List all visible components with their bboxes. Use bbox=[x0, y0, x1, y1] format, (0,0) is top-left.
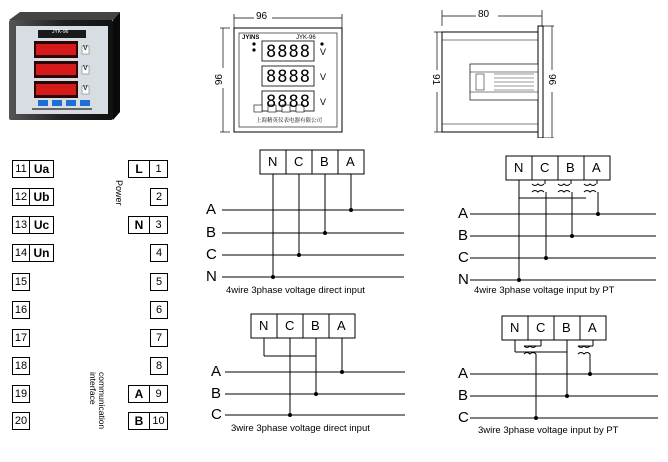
terminal-label-a: A bbox=[588, 320, 597, 335]
terminal-6: 6 bbox=[150, 301, 168, 319]
product-photo bbox=[8, 10, 120, 122]
line-label-a: A bbox=[458, 365, 469, 382]
terminal-number: 13 bbox=[12, 216, 30, 234]
side-depth-dim: 80 bbox=[478, 9, 490, 20]
line-label-c: C bbox=[206, 246, 217, 263]
terminal-12 bbox=[12, 188, 54, 206]
line-label-c: C bbox=[211, 406, 222, 423]
terminal-11 bbox=[12, 160, 54, 178]
digit-display-2: 8888 bbox=[266, 67, 311, 87]
line-label-c: C bbox=[458, 249, 469, 266]
terminal-label-b: B bbox=[320, 154, 329, 169]
terminal-number: 14 bbox=[12, 244, 30, 262]
model-label: JYK-96 bbox=[296, 35, 316, 41]
caption-3wire-direct: 3wire 3phase voltage direct input bbox=[231, 423, 370, 434]
caption-3wire-pt: 3wire 3phase voltage input by PT bbox=[478, 425, 619, 436]
terminal-label: Un bbox=[30, 244, 54, 262]
terminal-18: 18 bbox=[12, 357, 30, 375]
terminal-label: A bbox=[128, 385, 150, 403]
terminal-16: 16 bbox=[12, 301, 30, 319]
terminal-label-c: C bbox=[285, 318, 295, 333]
diagram-4wire-pt-lines bbox=[450, 150, 665, 300]
diagram-4wire-pt bbox=[450, 150, 665, 300]
terminal-label-b: B bbox=[566, 160, 575, 175]
diagram-4wire-direct bbox=[200, 148, 410, 298]
terminal-label-b: B bbox=[311, 318, 320, 333]
unit-v-2: V bbox=[320, 72, 327, 82]
line-label-a: A bbox=[206, 201, 217, 218]
diagram-3wire-pt-lines bbox=[450, 312, 665, 442]
terminal-number: 10 bbox=[150, 412, 168, 430]
line-label-b: B bbox=[211, 385, 222, 402]
front-width-dim: 96 bbox=[256, 11, 268, 22]
terminal-7: 7 bbox=[150, 329, 168, 347]
diagram-4wire-direct-lines bbox=[200, 148, 410, 298]
unit-v-3: V bbox=[320, 97, 327, 107]
terminal-label-c: C bbox=[294, 154, 304, 169]
terminal-3 bbox=[128, 216, 168, 234]
terminal-number: 1 bbox=[150, 160, 168, 178]
line-label-a: A bbox=[458, 205, 469, 222]
terminal-number: 12 bbox=[12, 188, 30, 206]
terminal-20: 20 bbox=[12, 412, 30, 430]
terminal-label-c: C bbox=[540, 160, 550, 175]
terminal-label-n: N bbox=[259, 318, 269, 333]
unit-v-1: V bbox=[320, 47, 327, 57]
terminal-label-a: A bbox=[346, 154, 355, 169]
comm-label bbox=[88, 372, 106, 462]
terminal-8: 8 bbox=[150, 357, 168, 375]
terminal-1 bbox=[128, 160, 168, 178]
digit-display-1: 8888 bbox=[266, 42, 311, 62]
terminal-5: 5 bbox=[150, 273, 168, 291]
brand-label: JYINS bbox=[242, 35, 260, 41]
maker-label: 上海精英仪表电器有限公司 bbox=[256, 118, 323, 124]
terminal-14 bbox=[12, 244, 54, 262]
terminal-label-a: A bbox=[337, 318, 346, 333]
line-label-a: A bbox=[211, 363, 222, 380]
line-label-b: B bbox=[458, 387, 469, 404]
photo-unit-1: V bbox=[83, 45, 88, 52]
line-label-b: B bbox=[206, 224, 217, 241]
caption-4wire-pt: 4wire 3phase voltage input by PT bbox=[474, 285, 615, 296]
terminal-label: Ub bbox=[30, 188, 54, 206]
side-view-drawing bbox=[412, 8, 562, 138]
terminal-19: 19 bbox=[12, 385, 30, 403]
power-label: Power bbox=[114, 180, 124, 206]
terminal-15: 15 bbox=[12, 273, 30, 291]
terminal-label: Uc bbox=[30, 216, 54, 234]
caption-4wire-direct: 4wire 3phase voltage direct input bbox=[226, 285, 365, 296]
diagram-3wire-direct bbox=[205, 312, 415, 442]
terminal-label: Ua bbox=[30, 160, 54, 178]
digit-display-3: 8888 bbox=[266, 92, 311, 112]
terminal-9 bbox=[128, 385, 168, 403]
terminal-4: 4 bbox=[150, 244, 168, 262]
terminal-number: 11 bbox=[12, 160, 30, 178]
terminal-label-b: B bbox=[562, 320, 571, 335]
terminal-2: 2 bbox=[150, 188, 168, 206]
front-view-drawing bbox=[212, 8, 360, 136]
cutout-dim: 91 bbox=[430, 73, 442, 86]
line-label-c: C bbox=[458, 409, 469, 426]
line-label-n: N bbox=[206, 268, 217, 285]
terminal-label-n: N bbox=[268, 154, 278, 169]
side-height-dim: 96 bbox=[546, 73, 558, 86]
diagram-3wire-pt bbox=[450, 312, 665, 442]
line-label-b: B bbox=[458, 227, 469, 244]
comm-label-text: communication interface bbox=[88, 372, 107, 430]
photo-unit-2: V bbox=[83, 65, 88, 72]
terminal-13 bbox=[12, 216, 54, 234]
photo-model-label: JYK-96 bbox=[52, 29, 69, 35]
front-height-dim: 96 bbox=[212, 73, 224, 86]
terminal-label-c: C bbox=[536, 320, 546, 335]
terminal-label: L bbox=[128, 160, 150, 178]
terminal-label: N bbox=[128, 216, 150, 234]
terminal-number: 9 bbox=[150, 385, 168, 403]
terminal-label-n: N bbox=[510, 320, 520, 335]
meter-photo-graphic bbox=[8, 10, 120, 122]
terminal-label-a: A bbox=[592, 160, 601, 175]
terminal-label-n: N bbox=[514, 160, 524, 175]
photo-unit-3: V bbox=[83, 85, 88, 92]
terminal-10 bbox=[128, 412, 168, 430]
line-label-n: N bbox=[458, 271, 469, 288]
terminal-number: 3 bbox=[150, 216, 168, 234]
terminal-17: 17 bbox=[12, 329, 30, 347]
terminal-label: B bbox=[128, 412, 150, 430]
